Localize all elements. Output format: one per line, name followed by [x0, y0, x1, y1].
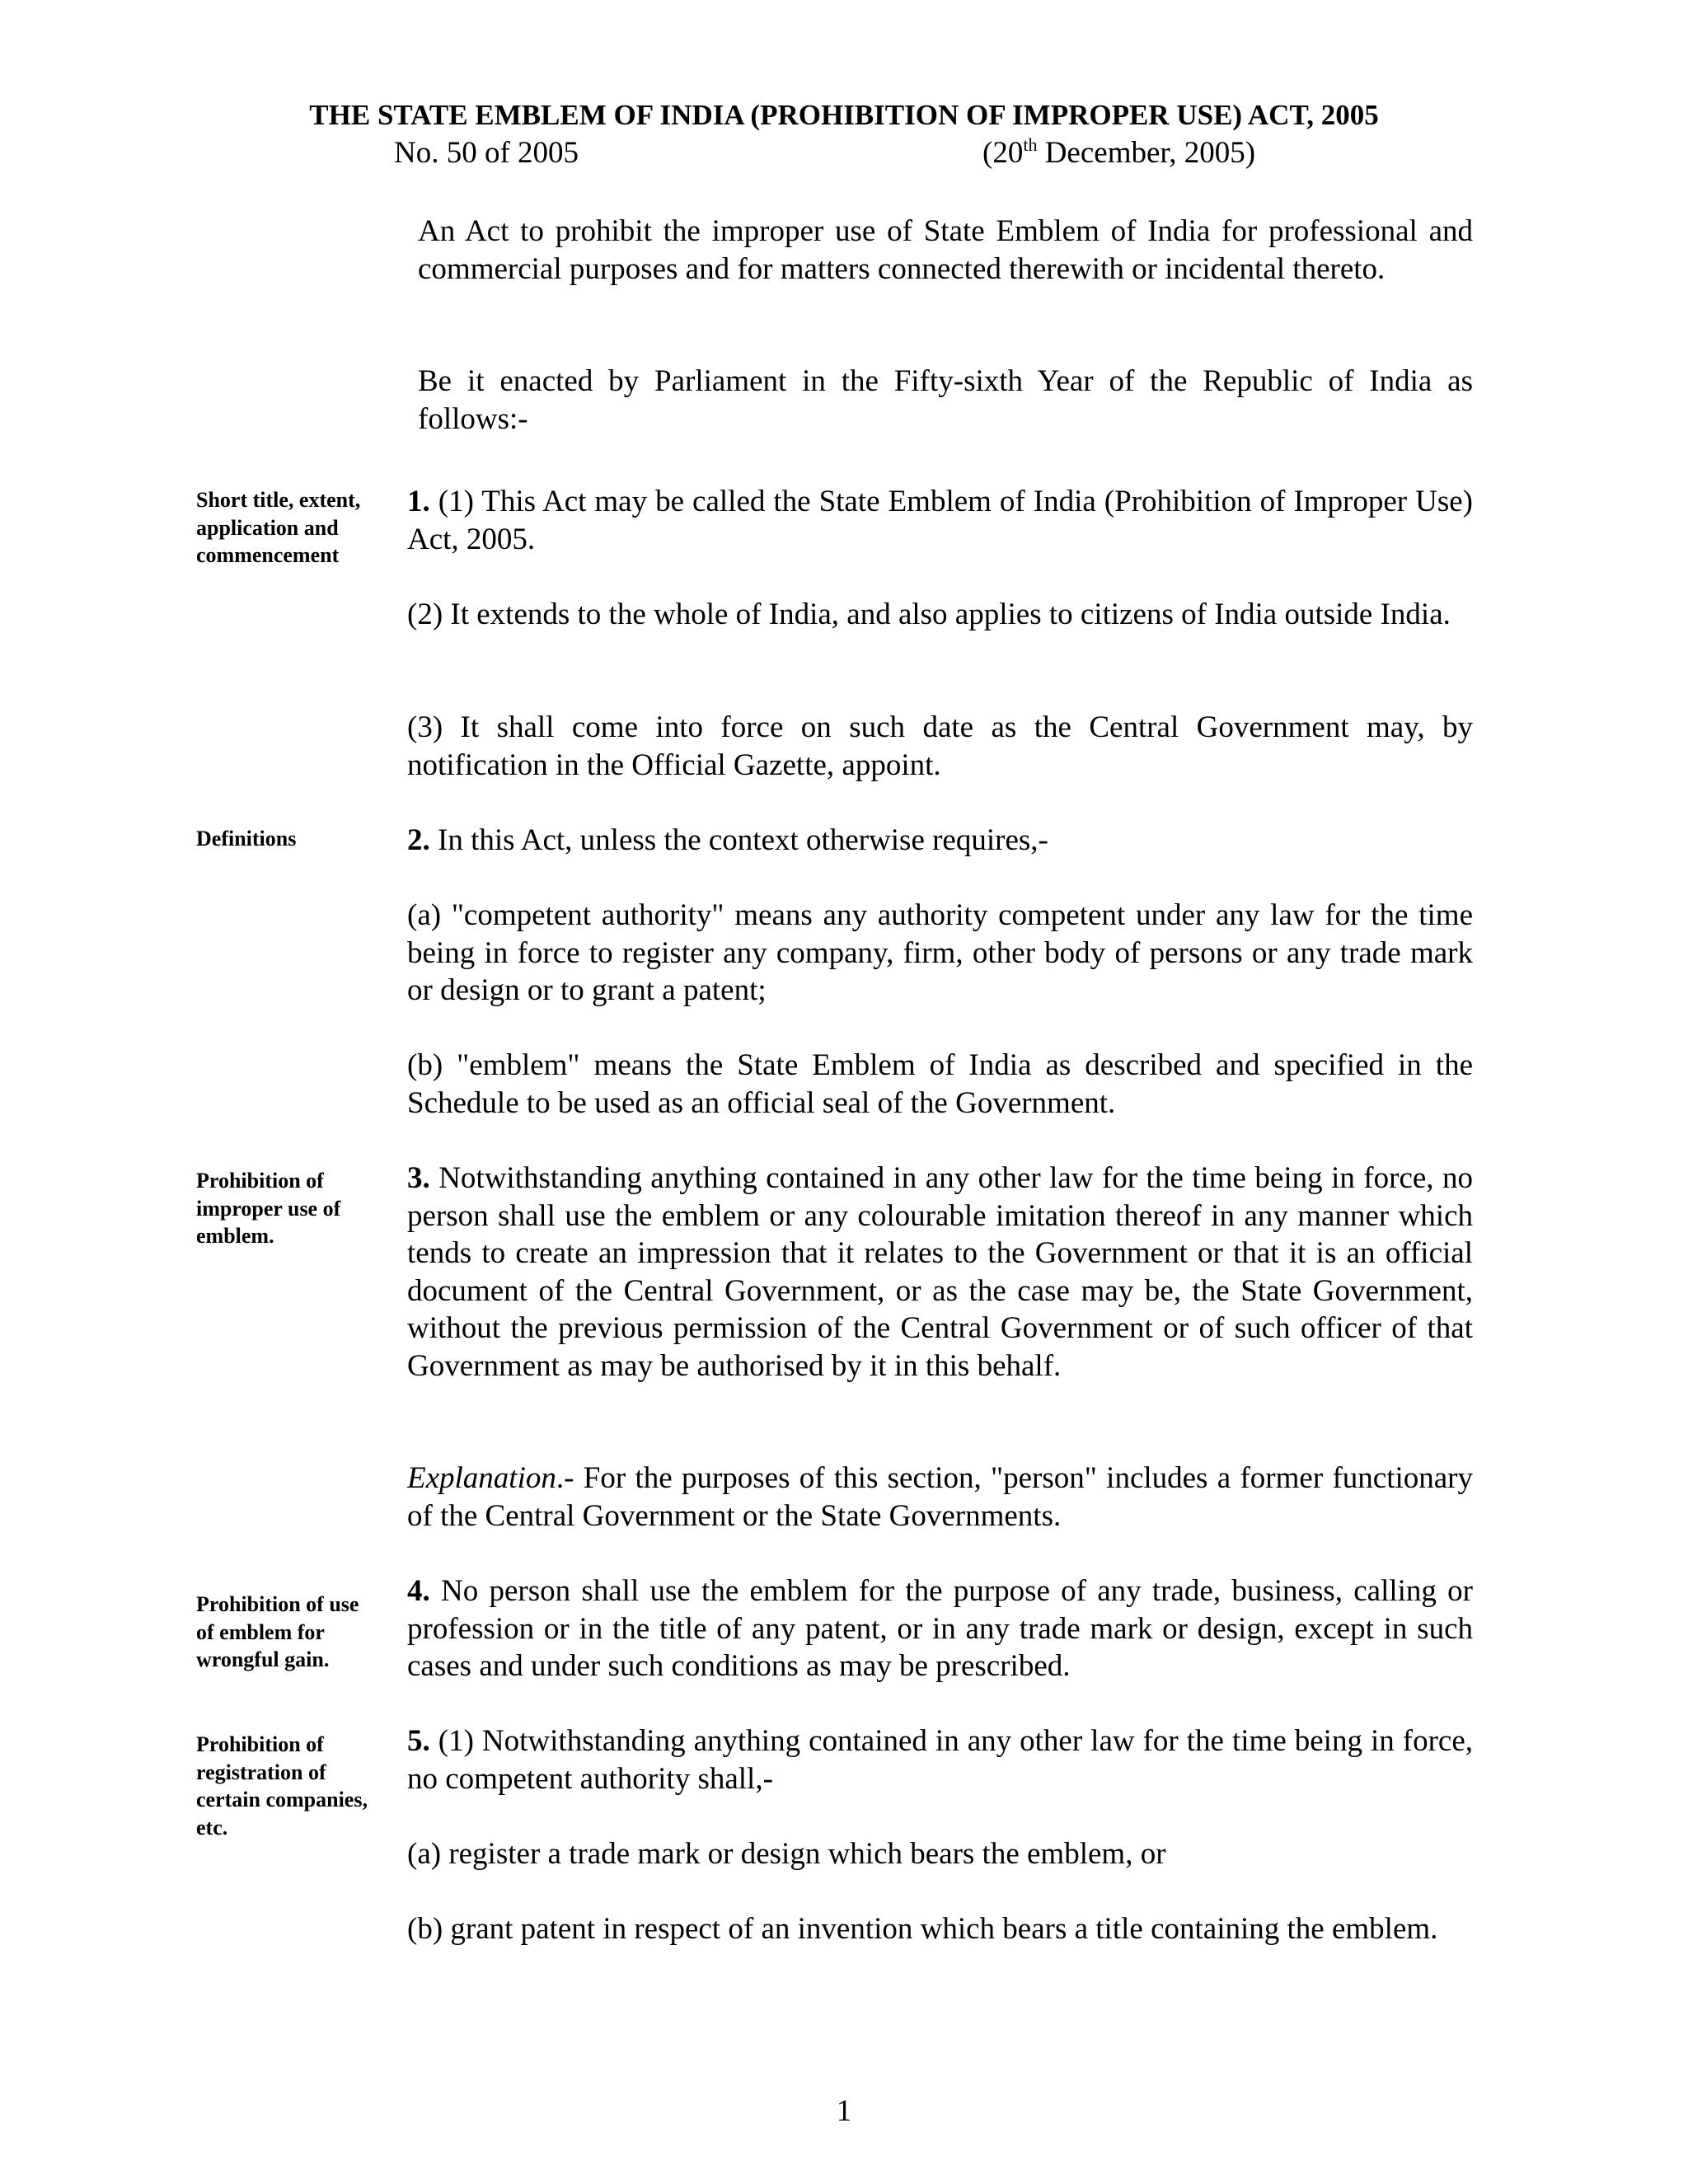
section-2-number: 2. [407, 823, 430, 857]
act-title: THE STATE EMBLEM OF INDIA (PROHIBITION OF IMPROPER USE) ACT, 2005 [309, 99, 1379, 131]
act-date [982, 135, 1255, 171]
explanation-term: Explanation [407, 1461, 556, 1495]
long-title: An Act to prohibit the improper use of State Emblem of India for professional and commercial purposes and for matters connected therewith or incidental thereto. [418, 214, 1473, 286]
section-2-lead-text: In this Act, unless the context otherwise requires,- [429, 823, 1048, 857]
section-5-text [407, 1722, 1473, 1797]
act-number: No. 50 of 2005 [394, 136, 579, 170]
section-5-body: (1) Notwithstanding anything contained in any other law for the time being in force, no competent authority shall,- [407, 1724, 1473, 1796]
section-5-clause-a: (a) register a trade mark or design which bears the emblem, or [407, 1837, 1166, 1871]
marginal-note-section-2: Definitions [196, 827, 297, 851]
section-2-clause-b: (b) "emblem" means the State Emblem of India as described and specified in the Schedule to be used as an official seal of the Government. [407, 1048, 1473, 1120]
section-1-subsection-2: (2) It extends to the whole of India, and also applies to citizens of India outside India. [407, 598, 1451, 631]
section-1-number: 1. [407, 485, 430, 518]
act-date-prefix: (20 [982, 136, 1024, 170]
page-number: 1 [836, 2094, 852, 2128]
section-3-number: 3. [407, 1161, 430, 1195]
section-3-body: Notwithstanding anything contained in any other law for the time being in force, no person shall use the emblem or any colourable imitation thereof in any manner which tends to create an impression that it relates to the Government or that it is an official document of the Central Government, or as the case may be, the State Government, without the previous permission of the Central Government or of such officer of that Government as may be authorised by it in this behalf. [407, 1161, 1473, 1383]
section-3-text [407, 1160, 1473, 1385]
act-date-suffix: December, 2005) [1037, 136, 1256, 170]
marginal-note-section-3: Prohibition of improper use of emblem. [196, 1169, 341, 1248]
explanation-text: .- For the purposes of this section, "person" includes a former functionary of the Central Government or the State Governments. [407, 1461, 1473, 1533]
section-1-subsection-1-text: (1) This Act may be called the State Emblem of India (Prohibition of Improper Use) Act, 2005. [407, 485, 1473, 556]
section-2-text [407, 822, 1473, 860]
section-1-subsection-3: (3) It shall come into force on such date as the Central Government may, by notification in the Official Gazette, appoint. [407, 710, 1473, 782]
section-5-clause-b: (b) grant patent in respect of an invention which bears a title containing the emblem. [407, 1912, 1438, 1946]
section-1-subsection-1 [407, 483, 1473, 558]
section-4-body: No person shall use the emblem for the purpose of any trade, business, calling or profession or in the title of any patent, or in any trade mark or design, except in such cases and under such conditions as may be prescribed. [407, 1574, 1473, 1683]
section-4-text [407, 1572, 1473, 1685]
marginal-note-section-5: Prohibition of registration of certain companies, etc. [196, 1732, 368, 1840]
section-3-explanation [407, 1460, 1473, 1535]
marginal-note-section-4: Prohibition of use of emblem for wrongful gain. [196, 1592, 359, 1671]
section-2-clause-a: (a) "competent authority" means any authority competent under any law for the time being in force to register any company, firm, other body of persons or any trade mark or design or to grant a patent; [407, 898, 1473, 1007]
marginal-note-section-1: Short title, extent, application and commencement [196, 488, 361, 567]
act-date-ordinal: th [1023, 134, 1038, 155]
section-4-number: 4. [407, 1574, 430, 1608]
enacting-formula: Be it enacted by Parliament in the Fifty-sixth Year of the Republic of India as follows:- [418, 364, 1473, 436]
section-5-number: 5. [407, 1724, 430, 1758]
